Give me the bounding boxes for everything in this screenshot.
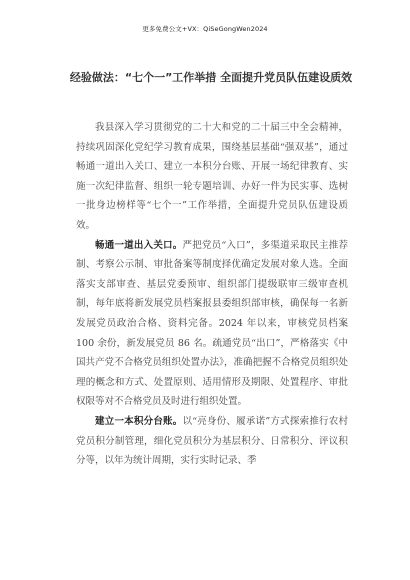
paragraph-text: 我县深入学习贯彻党的二十大和党的二十届三中全会精神，持续巩固深化党纪学习教育成果，围绕基层基础“强双基”，通过畅通一道出入关口、建立一本积分台账、开展一场纪律教育、实施一次纪律监督、组织一轮专题培训、办好一件为民实事、选树一批身边榜样等“七个一”工作举措，全面提升党员队伍建设质效。 (76, 122, 348, 231)
paragraph-lead-heading: 畅通一道出入关口。 (95, 239, 183, 251)
document-title: 经验做法：“七个一”工作举措 全面提升党员队伍建设质效 (69, 71, 353, 84)
page-header-watermark: 更多免费公文+VX：QiSeGongWen2024 (142, 25, 268, 33)
paragraph-points-ledger (76, 412, 348, 471)
paragraph-intro (76, 118, 348, 236)
paragraph-lead-heading: 建立一本积分台账。 (95, 415, 183, 427)
paragraph-entry-exit (76, 236, 348, 412)
document-body (76, 118, 348, 471)
paragraph-text: 以“亮身份、履承诺”方式探索推行农村党员积分制管理，细化党员积分为基层积分、日常积分、评议积分等，以年为统计周期，实行实时记录、季 (76, 415, 348, 467)
paragraph-text: 严把党员“入口”，多渠道采取民主推荐制、考察公示制、审批备案等制度择优确定发展对象人选。全面落实支部审查、基层党委预审、组织部门提级联审三级审查机制，每年底将新发展党员档案报县委组织部审核，确保每一名新发展党员政治合格、资料完备。2024 年以来，审核党员档案 100 余份，新发展党员 86 名。疏通党员“出口”，严格落实《中国共产党不合格党员组织处置办法》，准确把握不合格党员组织处理的概念和方式、处置原则、适用情形及期限、处置程序、审批权限等对不合格党员及时进行组织处置。 (76, 239, 348, 408)
